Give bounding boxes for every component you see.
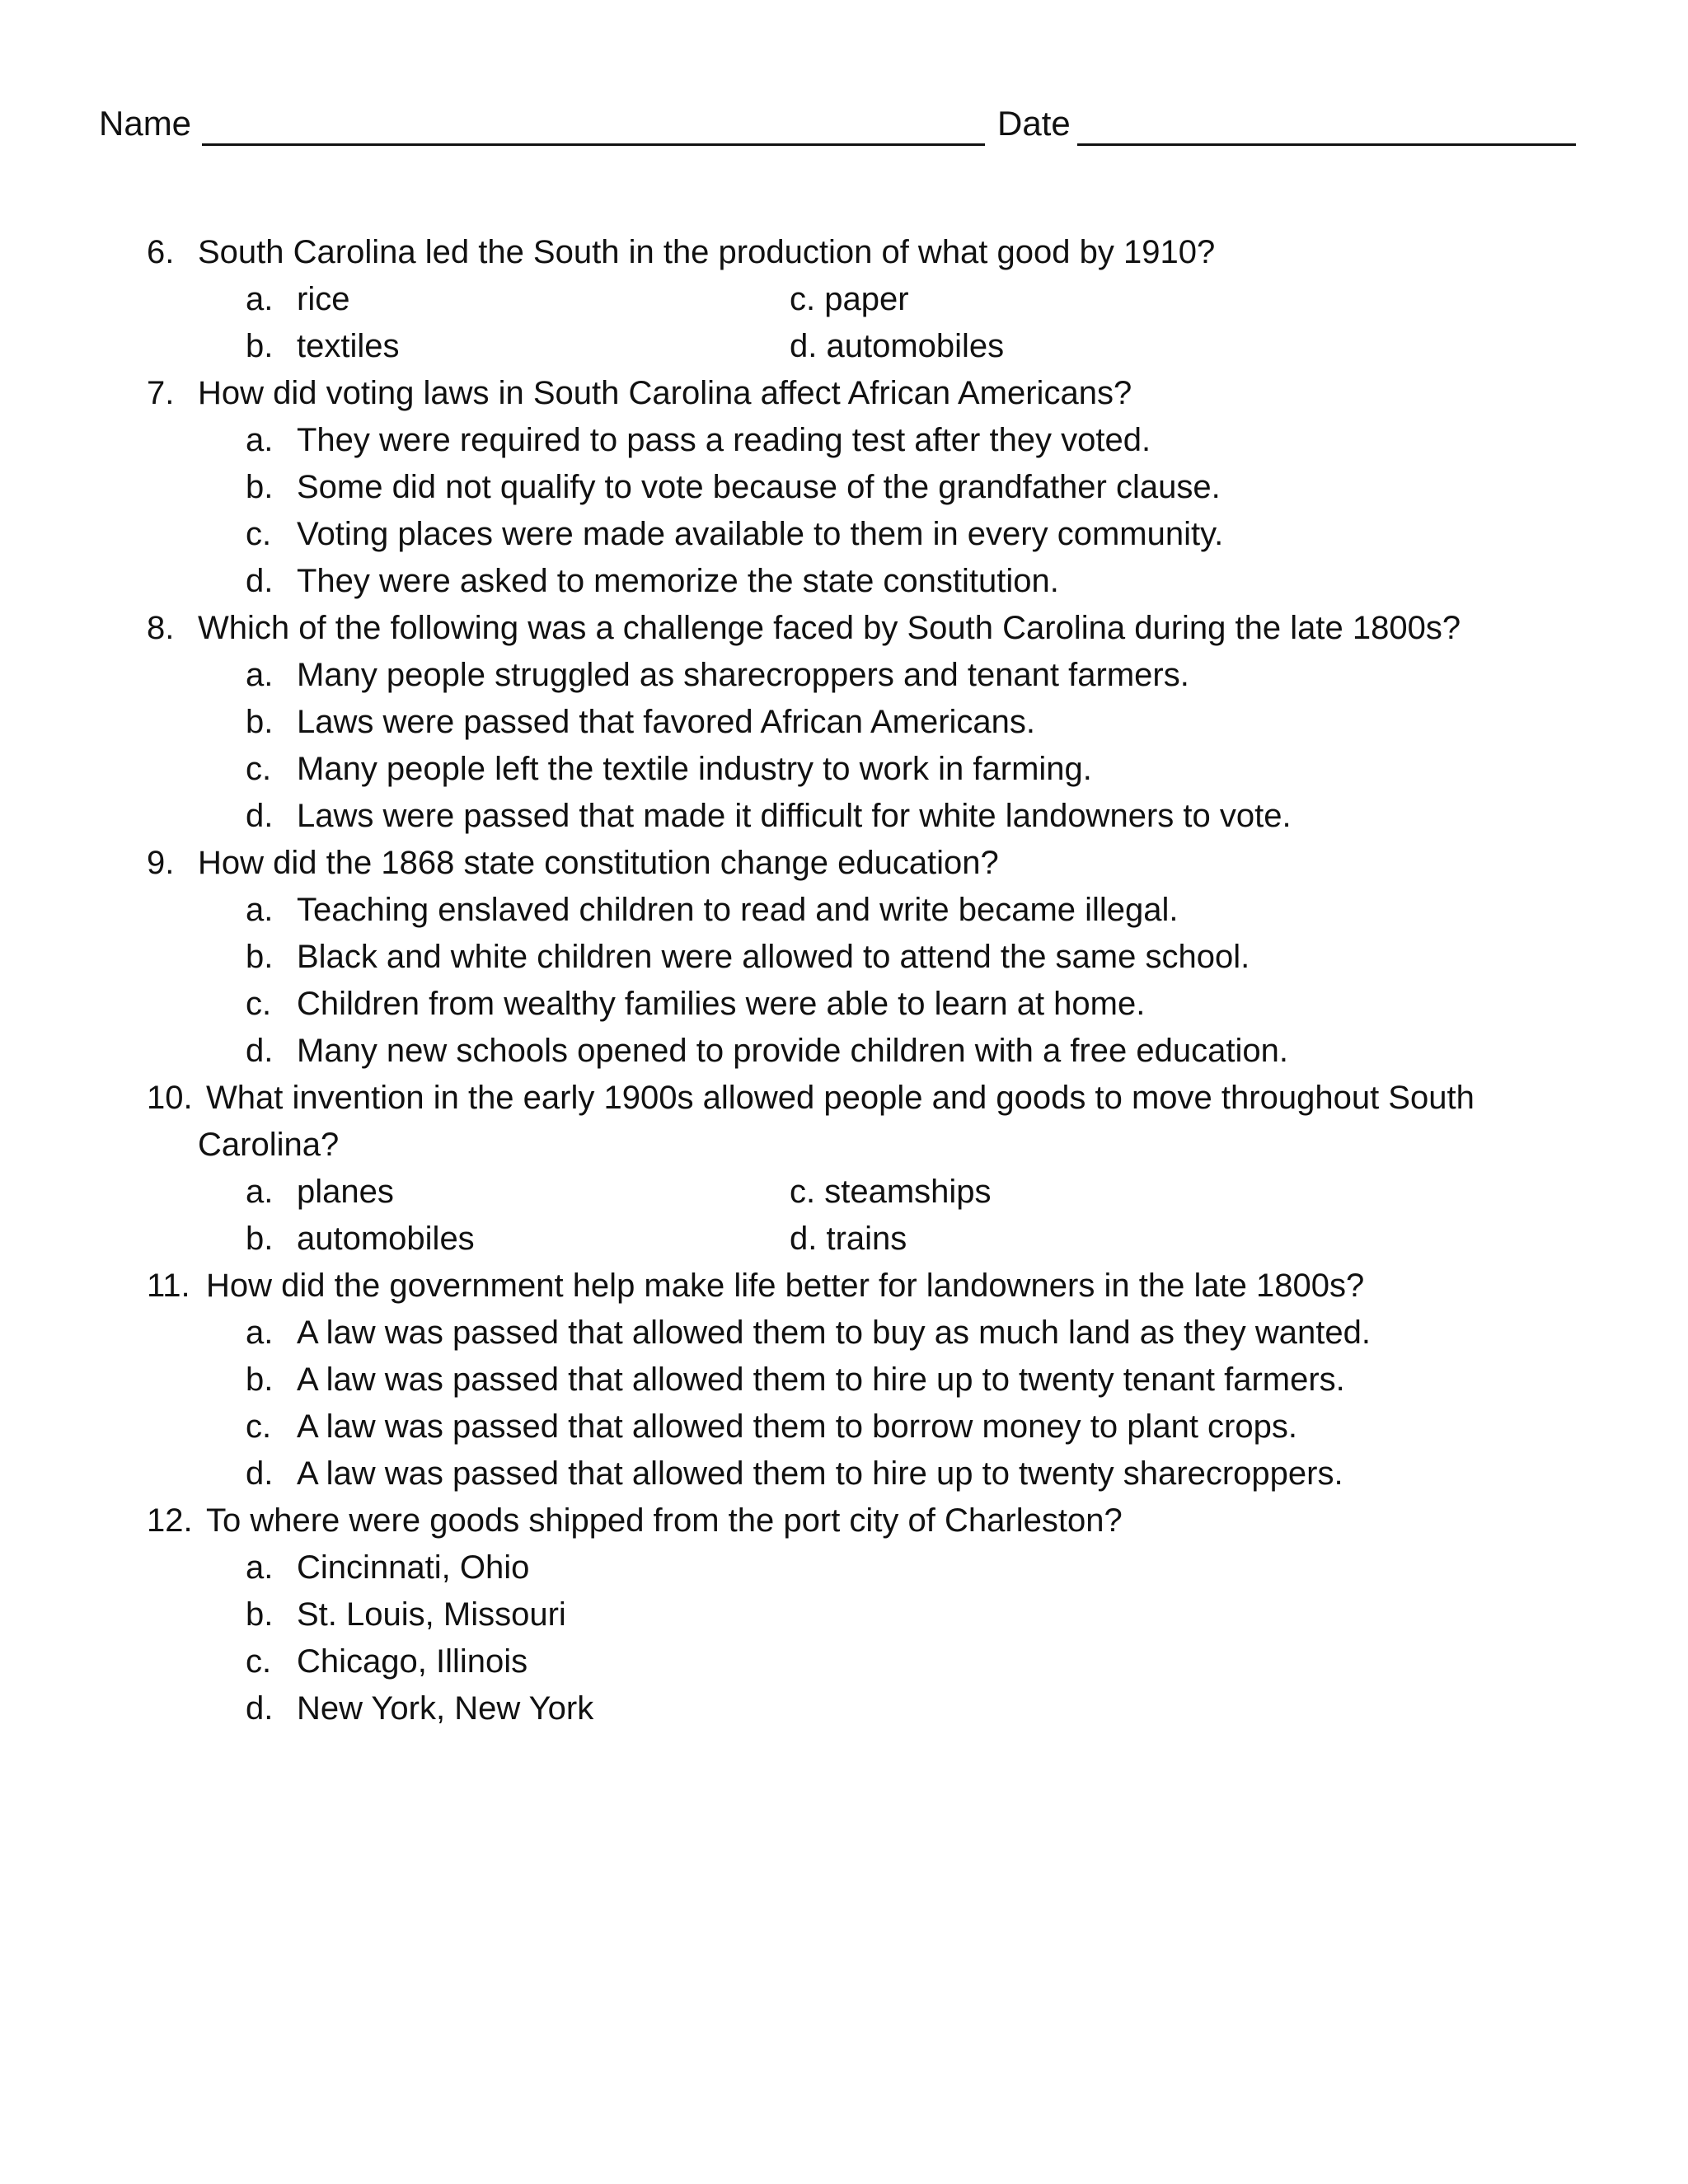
option-row xyxy=(147,1451,1597,1497)
option-row xyxy=(147,558,1597,605)
option-letter: a. xyxy=(246,892,274,928)
option-row xyxy=(147,511,1597,558)
answer-option: New York, New York xyxy=(297,1690,594,1727)
question-12 xyxy=(147,1497,1597,1544)
question-7 xyxy=(147,370,1597,417)
option-letter: b. xyxy=(246,704,274,740)
option-letter: a. xyxy=(246,1174,274,1210)
option-row xyxy=(147,1591,1597,1638)
option-letter: a. xyxy=(246,1549,274,1586)
question-text: Which of the following was a challenge faced by South Carolina during the late 1800s? xyxy=(198,610,1461,646)
option-row xyxy=(147,793,1597,840)
question-number: 10. xyxy=(147,1080,193,1116)
option-row xyxy=(147,417,1597,464)
answer-option: A law was passed that allowed them to hire up to twenty tenant farmers. xyxy=(297,1361,1345,1398)
question-text: What invention in the early 1900s allowed people and goods to move throughout South xyxy=(206,1080,1475,1116)
answer-option: They were asked to memorize the state constitution. xyxy=(297,563,1059,599)
option-letter: d. xyxy=(246,1690,274,1727)
name-label: Name xyxy=(99,104,192,143)
answer-option: Voting places were made available to them in every community. xyxy=(297,516,1224,552)
answer-option: Chicago, Illinois xyxy=(297,1643,528,1680)
option-letter: a. xyxy=(246,281,274,317)
question-number: 7. xyxy=(147,375,175,411)
option-letter: c. xyxy=(246,986,272,1022)
answer-option: A law was passed that allowed them to buy as much land as they wanted. xyxy=(297,1315,1371,1351)
question-9 xyxy=(147,840,1597,887)
question-text: South Carolina led the South in the production of what good by 1910? xyxy=(198,234,1216,270)
answer-option: Laws were passed that favored African Americans. xyxy=(297,704,1036,740)
option-letter: d. xyxy=(246,798,274,834)
option-row xyxy=(147,699,1597,746)
question-11 xyxy=(147,1263,1597,1310)
answer-option: planes xyxy=(297,1174,394,1210)
option-row xyxy=(147,652,1597,699)
answer-option: Many people left the textile industry to work in farming. xyxy=(297,751,1092,787)
answer-option: Cincinnati, Ohio xyxy=(297,1549,530,1586)
answer-option: Some did not qualify to vote because of the grandfather clause. xyxy=(297,469,1221,505)
question-number: 11. xyxy=(147,1268,190,1304)
answer-option: They were required to pass a reading test after they voted. xyxy=(297,422,1151,458)
option-letter: d. xyxy=(246,1455,274,1492)
option-letter: b. xyxy=(246,1596,274,1633)
option-letter: b. xyxy=(246,1221,274,1257)
date-label: Date xyxy=(997,104,1071,143)
worksheet-header xyxy=(99,99,1574,148)
option-letter: a. xyxy=(246,657,274,693)
answer-option: Many people struggled as sharecroppers and tenant farmers. xyxy=(297,657,1189,693)
option-row xyxy=(147,1638,1597,1685)
question-number: 12. xyxy=(147,1502,193,1539)
option-row xyxy=(147,1310,1597,1357)
option-letter: d. xyxy=(246,1033,274,1069)
question-text: To where were goods shipped from the port city of Charleston? xyxy=(206,1502,1123,1539)
answer-option: St. Louis, Missouri xyxy=(297,1596,566,1633)
name-field[interactable] xyxy=(202,143,985,146)
question-text: How did the 1868 state constitution change education? xyxy=(198,845,999,881)
question-text-continued: Carolina? xyxy=(198,1127,340,1163)
option-row xyxy=(147,887,1597,934)
question-10 xyxy=(147,1075,1597,1122)
question-number: 6. xyxy=(147,234,175,270)
option-row xyxy=(147,1404,1597,1451)
option-letter: a. xyxy=(246,1315,274,1351)
answer-option: Teaching enslaved children to read and write became illegal. xyxy=(297,892,1179,928)
option-row xyxy=(147,934,1597,981)
option-letter: b. xyxy=(246,1361,274,1398)
option-row xyxy=(147,464,1597,511)
option-letter: c. xyxy=(246,516,272,552)
option-letter: c. xyxy=(246,751,272,787)
answer-option: c. paper xyxy=(790,281,909,317)
option-row xyxy=(147,323,1597,370)
answer-option: Children from wealthy families were able to learn at home. xyxy=(297,986,1146,1022)
answer-option: textiles xyxy=(297,328,400,364)
option-row xyxy=(147,276,1597,323)
option-row xyxy=(147,1685,1597,1732)
option-letter: b. xyxy=(246,328,274,364)
option-row xyxy=(147,1028,1597,1075)
answer-option: Many new schools opened to provide children with a free education. xyxy=(297,1033,1288,1069)
question-number: 9. xyxy=(147,845,175,881)
question-list xyxy=(147,229,1597,1732)
question-text: How did voting laws in South Carolina affect African Americans? xyxy=(198,375,1132,411)
question-6 xyxy=(147,229,1597,276)
answer-option: d. trains xyxy=(790,1221,907,1257)
option-row xyxy=(147,1357,1597,1404)
option-row xyxy=(147,746,1597,793)
date-field[interactable] xyxy=(1077,143,1576,146)
option-letter: b. xyxy=(246,939,274,975)
question-10-continued xyxy=(147,1122,1597,1169)
answer-option: Laws were passed that made it difficult for white landowners to vote. xyxy=(297,798,1292,834)
option-letter: a. xyxy=(246,422,274,458)
answer-option: Black and white children were allowed to attend the same school. xyxy=(297,939,1250,975)
option-letter: c. xyxy=(246,1643,272,1680)
option-row xyxy=(147,1169,1597,1216)
answer-option: automobiles xyxy=(297,1221,475,1257)
answer-option: rice xyxy=(297,281,350,317)
question-text: How did the government help make life better for landowners in the late 1800s? xyxy=(206,1268,1365,1304)
question-number: 8. xyxy=(147,610,175,646)
answer-option: d. automobiles xyxy=(790,328,1005,364)
answer-option: A law was passed that allowed them to hire up to twenty sharecroppers. xyxy=(297,1455,1343,1492)
question-8 xyxy=(147,605,1597,652)
option-row xyxy=(147,981,1597,1028)
answer-option: c. steamships xyxy=(790,1174,992,1210)
option-row xyxy=(147,1216,1597,1263)
option-letter: d. xyxy=(246,563,274,599)
option-row xyxy=(147,1544,1597,1591)
option-letter: b. xyxy=(246,469,274,505)
answer-option: A law was passed that allowed them to borrow money to plant crops. xyxy=(297,1408,1297,1445)
option-letter: c. xyxy=(246,1408,272,1445)
